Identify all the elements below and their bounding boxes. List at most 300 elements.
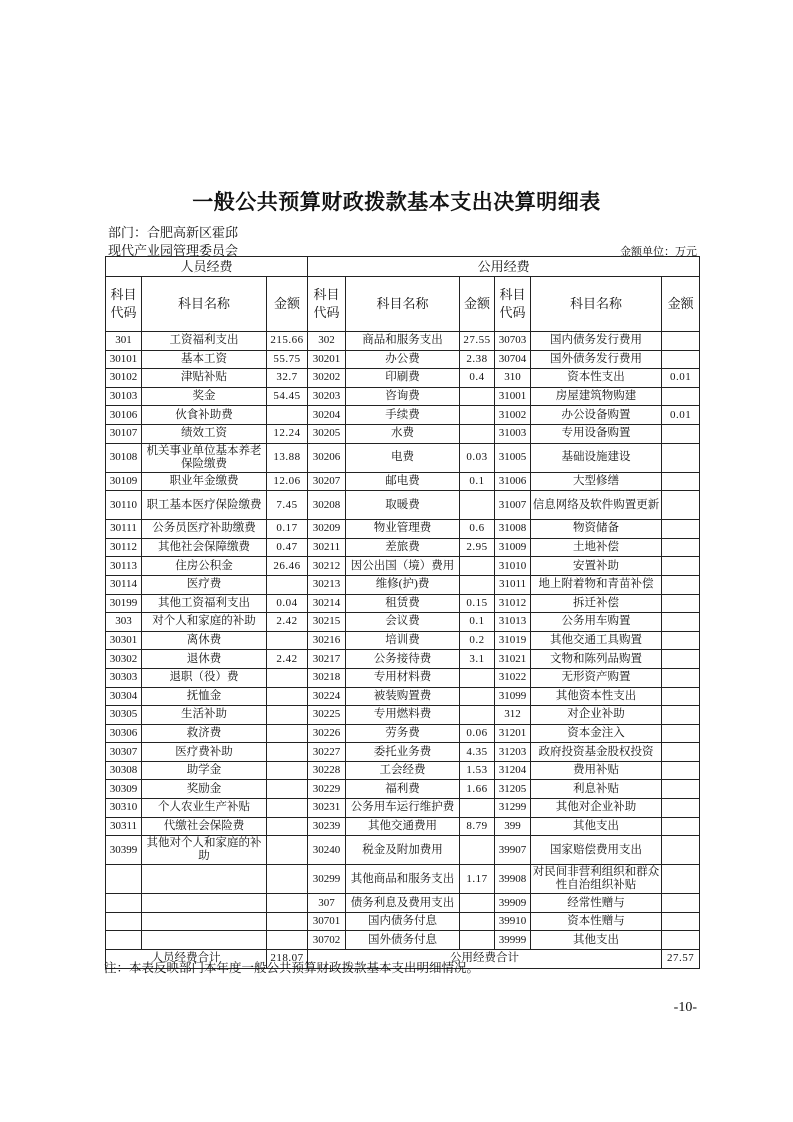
- cell-code: 30399: [106, 836, 142, 865]
- cell-amount: [460, 387, 495, 406]
- cell-amount: [267, 799, 308, 818]
- cell-amount: [267, 817, 308, 836]
- cell-code: 30306: [106, 724, 142, 743]
- cell-amount: [662, 538, 700, 557]
- cell-code: 30218: [308, 668, 346, 687]
- cell-code: 31012: [495, 594, 531, 613]
- table-row: [106, 575, 700, 594]
- personnel-total-amount: 218.07: [267, 950, 308, 969]
- cell-name: 对个人和家庭的补助: [142, 613, 267, 632]
- cell-code: 31010: [495, 557, 531, 576]
- table-row: [106, 472, 700, 491]
- cell-name: 劳务费: [346, 724, 460, 743]
- table-row: [106, 594, 700, 613]
- cell-code: 30228: [308, 761, 346, 780]
- cell-code: [106, 931, 142, 950]
- cell-amount: [662, 424, 700, 443]
- cell-code: 30227: [308, 743, 346, 762]
- cell-name: 维修(护)费: [346, 575, 460, 594]
- cell-amount: 0.01: [662, 369, 700, 388]
- cell-amount: 27.55: [460, 332, 495, 351]
- cell-amount: [267, 836, 308, 865]
- cell-code: 30212: [308, 557, 346, 576]
- column-header-amount: 金额: [662, 277, 700, 332]
- cell-code: 30225: [308, 706, 346, 725]
- cell-name: 办公设备购置: [531, 406, 662, 425]
- cell-name: 对企业补助: [531, 706, 662, 725]
- cell-code: 30231: [308, 799, 346, 818]
- cell-name: 绩效工资: [142, 424, 267, 443]
- cell-name: 印刷费: [346, 369, 460, 388]
- cell-name: 住房公积金: [142, 557, 267, 576]
- cell-amount: 2.38: [460, 350, 495, 369]
- table-row: [106, 743, 700, 762]
- public-header: 公用经费: [308, 257, 700, 277]
- cell-code: 39908: [495, 865, 531, 894]
- cell-code: 30109: [106, 472, 142, 491]
- column-header-name: 科目名称: [531, 277, 662, 332]
- table-row: [106, 687, 700, 706]
- cell-code: 30113: [106, 557, 142, 576]
- cell-amount: [267, 912, 308, 931]
- cell-amount: 2.42: [267, 613, 308, 632]
- cell-amount: [662, 724, 700, 743]
- cell-amount: 2.42: [267, 650, 308, 669]
- cell-name: 文物和陈列品购置: [531, 650, 662, 669]
- cell-code: 31008: [495, 520, 531, 539]
- table-row: [106, 724, 700, 743]
- cell-amount: [662, 894, 700, 913]
- cell-name: 国家赔偿费用支出: [531, 836, 662, 865]
- group-header-row: [106, 257, 700, 277]
- cell-code: 31011: [495, 575, 531, 594]
- cell-name: 咨询费: [346, 387, 460, 406]
- cell-name: 对民间非营利组织和群众性自治组织补贴: [531, 865, 662, 894]
- public-total-label: 公用经费合计: [308, 950, 662, 969]
- cell-code: 30229: [308, 780, 346, 799]
- department-label-cont: 现代产业园管理委员会: [108, 243, 239, 258]
- cell-amount: [662, 668, 700, 687]
- cell-amount: 1.17: [460, 865, 495, 894]
- cell-amount: [662, 817, 700, 836]
- cell-amount: 0.15: [460, 594, 495, 613]
- cell-code: 301: [106, 332, 142, 351]
- cell-code: 30226: [308, 724, 346, 743]
- cell-code: 30102: [106, 369, 142, 388]
- cell-amount: [662, 332, 700, 351]
- cell-amount: 0.47: [267, 538, 308, 557]
- cell-name: 专用材料费: [346, 668, 460, 687]
- cell-name: 办公费: [346, 350, 460, 369]
- cell-code: 30214: [308, 594, 346, 613]
- table-row: [106, 538, 700, 557]
- cell-name: 因公出国（境）费用: [346, 557, 460, 576]
- table-row: [106, 836, 700, 865]
- cell-name: [142, 865, 267, 894]
- table-row: [106, 491, 700, 520]
- cell-code: 30107: [106, 424, 142, 443]
- cell-amount: [267, 724, 308, 743]
- cell-name: 公务用车购置: [531, 613, 662, 632]
- cell-code: 30309: [106, 780, 142, 799]
- cell-amount: 0.1: [460, 613, 495, 632]
- cell-code: 39907: [495, 836, 531, 865]
- cell-name: 职工基本医疗保险缴费: [142, 491, 267, 520]
- cell-code: 30704: [495, 350, 531, 369]
- cell-code: 30239: [308, 817, 346, 836]
- cell-code: 30108: [106, 443, 142, 472]
- cell-code: 303: [106, 613, 142, 632]
- cell-code: 30101: [106, 350, 142, 369]
- cell-name: 专用燃料费: [346, 706, 460, 725]
- cell-code: 31204: [495, 761, 531, 780]
- cell-name: 助学金: [142, 761, 267, 780]
- cell-code: 30203: [308, 387, 346, 406]
- cell-name: 其他支出: [531, 817, 662, 836]
- cell-name: 基础设施建设: [531, 443, 662, 472]
- cell-code: 31201: [495, 724, 531, 743]
- cell-name: 退休费: [142, 650, 267, 669]
- cell-amount: 1.53: [460, 761, 495, 780]
- table-row: [106, 931, 700, 950]
- cell-name: [142, 931, 267, 950]
- cell-amount: 8.79: [460, 817, 495, 836]
- cell-code: 31006: [495, 472, 531, 491]
- cell-code: [106, 912, 142, 931]
- cell-name: 土地补偿: [531, 538, 662, 557]
- cell-amount: [267, 761, 308, 780]
- page-title: 一般公共预算财政拨款基本支出决算明细表: [192, 191, 601, 214]
- cell-name: 被装购置费: [346, 687, 460, 706]
- cell-amount: [267, 406, 308, 425]
- cell-code: 399: [495, 817, 531, 836]
- cell-name: 大型修缮: [531, 472, 662, 491]
- cell-name: 税金及附加费用: [346, 836, 460, 865]
- cell-amount: [662, 443, 700, 472]
- cell-amount: [267, 743, 308, 762]
- cell-name: 工会经费: [346, 761, 460, 780]
- cell-code: 31203: [495, 743, 531, 762]
- department-label: 部门：合肥高新区霍邱: [108, 225, 239, 240]
- cell-code: 39909: [495, 894, 531, 913]
- cell-amount: [267, 865, 308, 894]
- cell-name: 无形资产购置: [531, 668, 662, 687]
- cell-name: 资本金注入: [531, 724, 662, 743]
- cell-amount: [460, 491, 495, 520]
- cell-name: 资本性支出: [531, 369, 662, 388]
- cell-name: 费用补贴: [531, 761, 662, 780]
- cell-name: 机关事业单位基本养老保险缴费: [142, 443, 267, 472]
- cell-code: 31021: [495, 650, 531, 669]
- table-row: [106, 557, 700, 576]
- table-row: [106, 650, 700, 669]
- cell-code: 30199: [106, 594, 142, 613]
- cell-amount: [460, 706, 495, 725]
- cell-name: 专用设备购置: [531, 424, 662, 443]
- cell-amount: 0.06: [460, 724, 495, 743]
- cell-name: 政府投资基金股权投资: [531, 743, 662, 762]
- cell-name: 其他交通费用: [346, 817, 460, 836]
- cell-amount: 0.4: [460, 369, 495, 388]
- table-row: [106, 894, 700, 913]
- personnel-header: 人员经费: [106, 257, 308, 277]
- cell-name: [142, 912, 267, 931]
- cell-code: 312: [495, 706, 531, 725]
- cell-code: 30311: [106, 817, 142, 836]
- cell-amount: [267, 687, 308, 706]
- cell-amount: [662, 491, 700, 520]
- public-total-amount: 27.57: [662, 950, 700, 969]
- cell-amount: 4.35: [460, 743, 495, 762]
- table-row: [106, 780, 700, 799]
- cell-name: 津贴补贴: [142, 369, 267, 388]
- cell-amount: 3.1: [460, 650, 495, 669]
- cell-name: 国外债务付息: [346, 931, 460, 950]
- cell-name: 取暖费: [346, 491, 460, 520]
- cell-code: 31003: [495, 424, 531, 443]
- cell-amount: [267, 894, 308, 913]
- cell-code: 30703: [495, 332, 531, 351]
- cell-amount: [460, 912, 495, 931]
- cell-name: 其他交通工具购置: [531, 631, 662, 650]
- cell-name: 物业管理费: [346, 520, 460, 539]
- cell-name: 水费: [346, 424, 460, 443]
- table-row: [106, 520, 700, 539]
- cell-amount: [662, 931, 700, 950]
- cell-name: 工资福利支出: [142, 332, 267, 351]
- cell-name: 医疗费: [142, 575, 267, 594]
- cell-name: 利息补贴: [531, 780, 662, 799]
- cell-name: 生活补助: [142, 706, 267, 725]
- cell-name: 物资储备: [531, 520, 662, 539]
- cell-name: 代缴社会保险费: [142, 817, 267, 836]
- cell-name: 退职（役）费: [142, 668, 267, 687]
- cell-code: 30240: [308, 836, 346, 865]
- cell-amount: 12.06: [267, 472, 308, 491]
- cell-amount: [662, 706, 700, 725]
- cell-amount: 13.88: [267, 443, 308, 472]
- cell-code: 30217: [308, 650, 346, 669]
- cell-name: 会议费: [346, 613, 460, 632]
- table-row: [106, 865, 700, 894]
- column-header-amount: 金额: [460, 277, 495, 332]
- cell-name: 经常性赠与: [531, 894, 662, 913]
- cell-name: 其他对企业补助: [531, 799, 662, 818]
- cell-name: 其他对个人和家庭的补助: [142, 836, 267, 865]
- cell-amount: [662, 350, 700, 369]
- cell-code: 30111: [106, 520, 142, 539]
- page-number: -10-: [673, 1000, 697, 1015]
- cell-code: 30702: [308, 931, 346, 950]
- cell-code: 30307: [106, 743, 142, 762]
- cell-code: 30114: [106, 575, 142, 594]
- cell-code: 31009: [495, 538, 531, 557]
- cell-code: 30202: [308, 369, 346, 388]
- cell-name: 其他商品和服务支出: [346, 865, 460, 894]
- cell-name: 信息网络及软件购置更新: [531, 491, 662, 520]
- column-header-amount: 金额: [267, 277, 308, 332]
- cell-amount: [267, 706, 308, 725]
- cell-name: 其他社会保障缴费: [142, 538, 267, 557]
- cell-code: [106, 865, 142, 894]
- cell-name: 奖励金: [142, 780, 267, 799]
- cell-code: 31205: [495, 780, 531, 799]
- cell-name: 地上附着物和青苗补偿: [531, 575, 662, 594]
- cell-amount: [460, 424, 495, 443]
- cell-name: 其他支出: [531, 931, 662, 950]
- cell-name: 邮电费: [346, 472, 460, 491]
- column-header-code: 科目代码: [308, 277, 346, 332]
- cell-name: 奖金: [142, 387, 267, 406]
- table-row: [106, 912, 700, 931]
- cell-amount: 2.95: [460, 538, 495, 557]
- table-row: [106, 424, 700, 443]
- cell-code: 30206: [308, 443, 346, 472]
- cell-amount: [662, 387, 700, 406]
- cell-name: 离休费: [142, 631, 267, 650]
- cell-amount: 0.03: [460, 443, 495, 472]
- cell-code: 30701: [308, 912, 346, 931]
- cell-amount: [460, 894, 495, 913]
- cell-code: 39999: [495, 931, 531, 950]
- cell-code: 30208: [308, 491, 346, 520]
- cell-code: 31007: [495, 491, 531, 520]
- cell-name: 房屋建筑物购建: [531, 387, 662, 406]
- column-header-code: 科目代码: [106, 277, 142, 332]
- cell-name: [142, 894, 267, 913]
- cell-name: 公务员医疗补助缴费: [142, 520, 267, 539]
- cell-name: 公务接待费: [346, 650, 460, 669]
- cell-code: 30310: [106, 799, 142, 818]
- cell-amount: [267, 780, 308, 799]
- personnel-total-label: 人员经费合计: [106, 950, 267, 969]
- cell-amount: [460, 931, 495, 950]
- cell-amount: [662, 761, 700, 780]
- cell-amount: 0.01: [662, 406, 700, 425]
- table-row: [106, 443, 700, 472]
- cell-amount: [460, 668, 495, 687]
- cell-name: 手续费: [346, 406, 460, 425]
- cell-amount: 1.66: [460, 780, 495, 799]
- cell-amount: [460, 557, 495, 576]
- table-row: [106, 387, 700, 406]
- expenditure-table: [105, 256, 700, 969]
- cell-code: 30303: [106, 668, 142, 687]
- cell-code: 31005: [495, 443, 531, 472]
- cell-amount: [662, 575, 700, 594]
- cell-amount: 32.7: [267, 369, 308, 388]
- amount-unit: 金额单位：万元: [620, 246, 697, 258]
- cell-code: 30207: [308, 472, 346, 491]
- cell-code: 31022: [495, 668, 531, 687]
- table-row: [106, 369, 700, 388]
- cell-amount: 55.75: [267, 350, 308, 369]
- cell-code: [106, 894, 142, 913]
- table-row: [106, 761, 700, 780]
- cell-amount: 54.45: [267, 387, 308, 406]
- table-note: 注：本表反映部门本年度一般公共预算财政拨款基本支出明细情况。: [104, 961, 480, 975]
- cell-code: 30209: [308, 520, 346, 539]
- cell-amount: 12.24: [267, 424, 308, 443]
- cell-name: 委托业务费: [346, 743, 460, 762]
- cell-name: 电费: [346, 443, 460, 472]
- cell-code: 30204: [308, 406, 346, 425]
- cell-name: 国外债务发行费用: [531, 350, 662, 369]
- cell-name: 抚恤金: [142, 687, 267, 706]
- cell-code: 30112: [106, 538, 142, 557]
- cell-amount: [460, 575, 495, 594]
- table-row: [106, 817, 700, 836]
- cell-amount: [267, 931, 308, 950]
- cell-amount: 215.66: [267, 332, 308, 351]
- column-header-code: 科目代码: [495, 277, 531, 332]
- cell-code: 39910: [495, 912, 531, 931]
- cell-name: 资本性赠与: [531, 912, 662, 931]
- cell-name: 差旅费: [346, 538, 460, 557]
- cell-code: 31013: [495, 613, 531, 632]
- cell-code: 30224: [308, 687, 346, 706]
- cell-code: 30106: [106, 406, 142, 425]
- cell-code: 31001: [495, 387, 531, 406]
- cell-code: 30304: [106, 687, 142, 706]
- cell-amount: [662, 557, 700, 576]
- cell-name: 基本工资: [142, 350, 267, 369]
- cell-name: 安置补助: [531, 557, 662, 576]
- cell-amount: [662, 687, 700, 706]
- cell-amount: [662, 799, 700, 818]
- cell-amount: [662, 631, 700, 650]
- cell-name: 福利费: [346, 780, 460, 799]
- table-row: [106, 799, 700, 818]
- cell-name: 租赁费: [346, 594, 460, 613]
- cell-amount: [662, 613, 700, 632]
- cell-code: 30110: [106, 491, 142, 520]
- cell-name: 职业年金缴费: [142, 472, 267, 491]
- cell-amount: 26.46: [267, 557, 308, 576]
- cell-amount: 7.45: [267, 491, 308, 520]
- column-header-row: [106, 277, 700, 332]
- cell-code: 31019: [495, 631, 531, 650]
- cell-code: 30215: [308, 613, 346, 632]
- cell-name: 个人农业生产补贴: [142, 799, 267, 818]
- table-row: [106, 332, 700, 351]
- cell-name: 医疗费补助: [142, 743, 267, 762]
- cell-name: 国内债务付息: [346, 912, 460, 931]
- cell-amount: 0.17: [267, 520, 308, 539]
- cell-amount: [460, 836, 495, 865]
- cell-code: 30302: [106, 650, 142, 669]
- column-header-name: 科目名称: [346, 277, 460, 332]
- cell-code: 30301: [106, 631, 142, 650]
- cell-amount: 0.2: [460, 631, 495, 650]
- cell-code: 307: [308, 894, 346, 913]
- cell-amount: [460, 799, 495, 818]
- cell-code: 30213: [308, 575, 346, 594]
- cell-code: 31299: [495, 799, 531, 818]
- cell-amount: [460, 687, 495, 706]
- table-row: [106, 613, 700, 632]
- cell-code: 30201: [308, 350, 346, 369]
- cell-name: 其他工资福利支出: [142, 594, 267, 613]
- column-header-name: 科目名称: [142, 277, 267, 332]
- cell-amount: [460, 406, 495, 425]
- cell-amount: [662, 472, 700, 491]
- cell-name: 国内债务发行费用: [531, 332, 662, 351]
- cell-amount: [662, 780, 700, 799]
- cell-code: 31099: [495, 687, 531, 706]
- cell-code: 30216: [308, 631, 346, 650]
- cell-code: 30103: [106, 387, 142, 406]
